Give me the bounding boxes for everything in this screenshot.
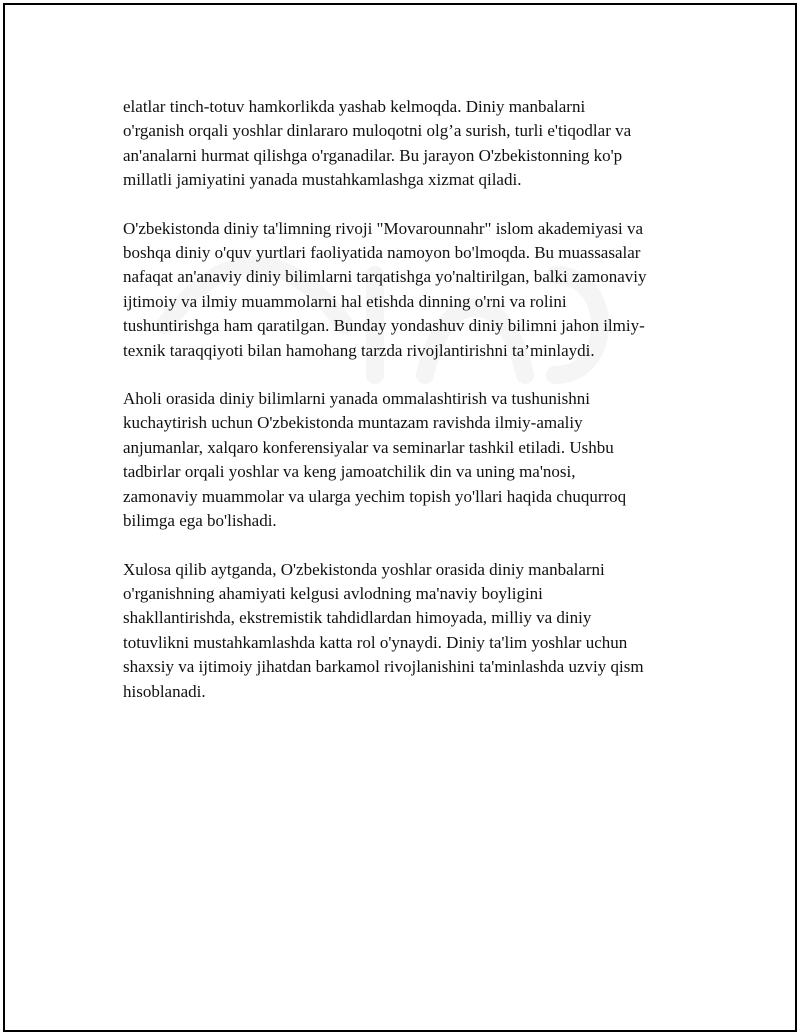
paragraph-2: O'zbekistonda diniy ta'limning rivoji "Movarounnahr" islom akademiyasi va boshqa diniy o'quv yurtlari faoliyatida namoyon bo'lmoqda. Bu muassasalar nafaqat an'anaviy diniy bilimlarni tarqatishga yo'naltirilgan, balki zamonaviy ijtimoiy va ilmiy muammolarni hal etishda dinning o'rni va rolini tushuntirishga ham qaratilgan. Bunday yondashuv diniy bilimni jahon ilmiy- texnik taraqqiyoti bilan hamohang tarzda rivojlantirishni ta’minlaydi.	[123, 218, 647, 360]
paragraph-4: Xulosa qilib aytganda, O'zbekistonda yoshlar orasida diniy manbalarni o'rganishning ahamiyati kelgusi avlodning ma'naviy boyligini shakllantirishda, ekstremistik tahdidlardan himoyada, milliy va diniy totuvlikni mustahkamlashda katta rol o'ynaydi. Diniy ta'lim yoshlar uchun shaxsiy va ijtimoiy jihatdan barkamol rivojlanishini ta'minlashda uzviy qism hisoblanadi.	[123, 559, 644, 701]
page-frame	[3, 3, 797, 1032]
paragraph-3: Aholi orasida diniy bilimlarni yanada ommalashtirish va tushunishni kuchaytirish uchun O'zbekistonda muntazam ravishda ilmiy-amaliy anjumanlar, xalqaro konferensiyalar va seminarlar tashkil etiladi. Ushbu tadbirlar orqali yoshlar va keng jamoatchilik din va uning ma'nosi, zamonaviy muammolar va ularga yechim topish yo'llari haqida chuqurroq bilimga ega bo'lishadi.	[123, 389, 627, 531]
document-body	[123, 95, 703, 728]
paragraph-1: elatlar tinch-totuv hamkorlikda yashab kelmoqda. Diniy manbalarni o'rganish orqali yoshlar dinlararo muloqotni olg’a surish, turli e'tiqodlar va an'analarni hurmat qilishga o'rganadilar. Bu jarayon O'zbekistonning ko'p millatli jamiyatini yanada mustahkamlashga xizmat qiladi.	[123, 97, 632, 190]
